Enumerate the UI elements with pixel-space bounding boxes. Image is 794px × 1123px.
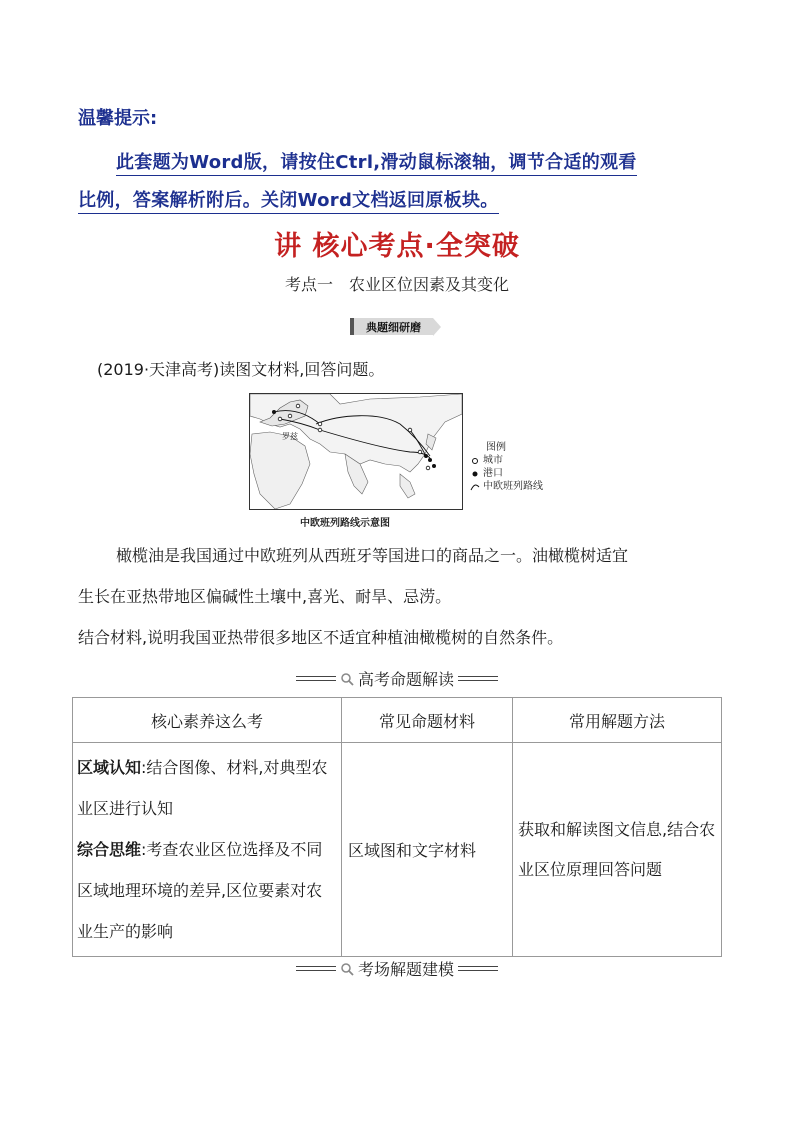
table-header-cell: 常见命题材料 (342, 698, 513, 743)
table-row (73, 743, 722, 957)
tip-line-1-text: 此套题为Word版，请按住Ctrl,滑动鼠标滚轴，调节合适的观看 (116, 152, 637, 176)
literacy-text-2: :考查农业区位选择及不同区域地理环境的差异,区位要素对农业生产的影响 (77, 840, 323, 941)
heading-rule-right (458, 966, 498, 971)
table-header-cell: 常用解题方法 (513, 698, 722, 743)
section-heading-text: 考场解题建模 (357, 960, 454, 979)
legend-item-port (470, 467, 543, 480)
map-caption: 中欧班列路线示意图 (300, 518, 390, 529)
section-heading-interpretation (0, 667, 794, 690)
legend-label-city: 城市 (483, 455, 503, 466)
keyword-regional-cognition: 区域认知 (77, 758, 142, 777)
section-badge: 典题细研磨 (350, 318, 433, 335)
route-line-icon (470, 482, 480, 492)
table-header-row (73, 698, 722, 743)
city-marker-icon (470, 456, 480, 466)
keyword-comprehensive-thinking: 综合思维 (77, 840, 142, 859)
table-header-cell: 核心素养这么考 (73, 698, 342, 743)
literacy-text-1: :结合图像、材料,对典型农业区进行认知 (77, 758, 328, 818)
heading-rule-left (296, 676, 336, 681)
legend-item-route (470, 480, 543, 493)
question-source: (2019·天津高考)读图文材料,回答问题。 (97, 360, 385, 379)
route-map (249, 393, 463, 510)
port-marker-icon (470, 469, 480, 479)
tip-line-2 (78, 186, 499, 212)
tip-line-2-text: 比例，答案解析附后。关闭Word文档返回原板块。 (78, 190, 499, 214)
question-prompt: 结合材料,说明我国亚热带很多地区不适宜种植油橄榄树的自然条件。 (78, 628, 564, 647)
section-heading-modeling (0, 957, 794, 980)
table-cell-material: 区域图和文字材料 (342, 743, 513, 957)
legend-label-port: 港口 (483, 468, 503, 479)
material-para-line-1: 橄榄油是我国通过中欧班列从西班牙等国进口的商品之一。油橄榄树适宜 (116, 546, 629, 565)
legend-label-route: 中欧班列路线 (483, 481, 543, 492)
table-cell-literacy (73, 743, 342, 957)
heading-rule-left (296, 966, 336, 971)
tip-title: 温馨提示: (78, 108, 158, 129)
material-para-line-2: 生长在亚热带地区偏碱性土壤中,喜光、耐旱、忌涝。 (78, 587, 452, 606)
interpretation-table (72, 697, 722, 957)
legend-title: 图例 (486, 442, 506, 453)
section-subtitle: 考点一 农业区位因素及其变化 (284, 275, 509, 294)
legend-item-city (470, 454, 543, 467)
map-place-label: 罗兹 (282, 432, 298, 441)
section-heading-text: 高考命题解读 (357, 670, 454, 689)
page-title: 讲 核心考点·全突破 (274, 231, 520, 262)
heading-rule-right (458, 676, 498, 681)
table-cell-method: 获取和解读图文信息,结合农业区位原理回答问题 (513, 743, 722, 957)
tip-line-1 (116, 148, 637, 174)
map-legend (470, 441, 543, 493)
map-graphic (250, 394, 462, 509)
magnifier-icon (340, 672, 354, 686)
magnifier-icon (340, 962, 354, 976)
